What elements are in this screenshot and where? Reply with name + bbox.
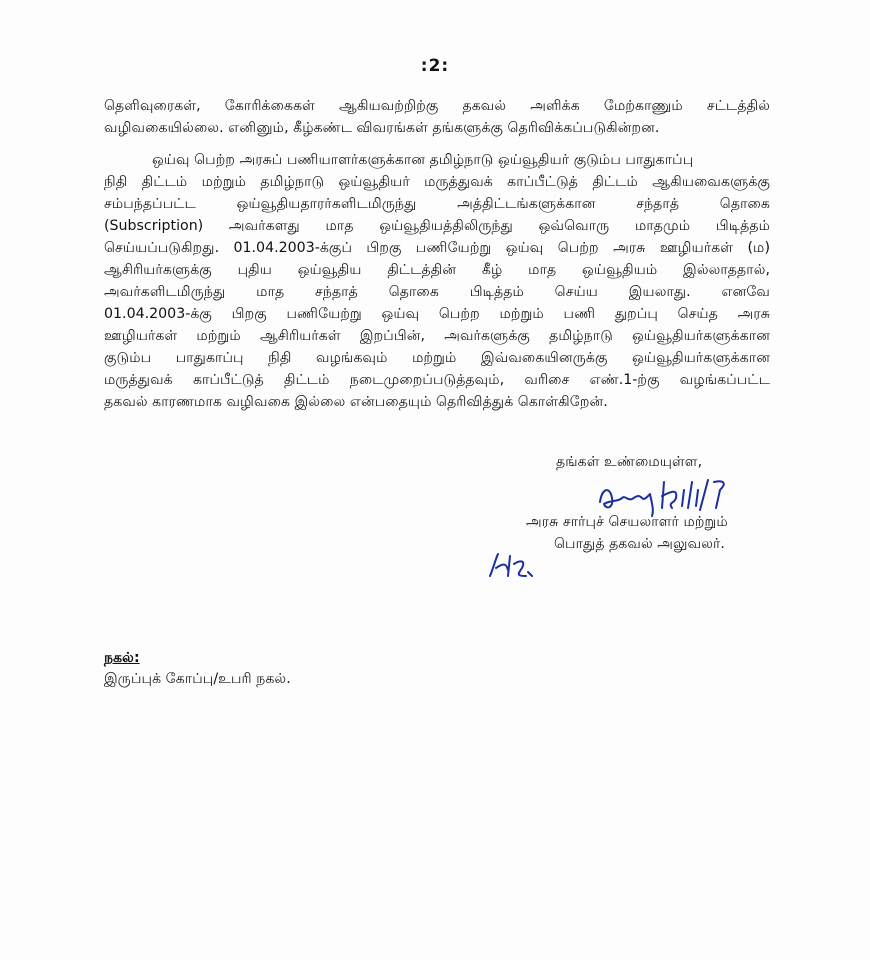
paragraph2-line-5: செய்யப்படுகிறது. 01.04.2003-க்குப் பிறகு பணியேற்று ஒய்வு பெற்ற அரசு ஊழியர்கள் (ம) bbox=[104, 240, 770, 256]
salutation: தங்கள் உண்மையுள்ள, bbox=[556, 454, 703, 470]
paragraph1-line-1: தெளிவுரைகள், கோரிக்கைகள் ஆகியவற்றிற்கு தகவல் அளிக்க மேற்காணும் சட்டத்தில் bbox=[104, 98, 770, 114]
initials-icon bbox=[486, 546, 534, 582]
page-number: :2: bbox=[420, 56, 450, 76]
paragraph2-line-8: 01.04.2003-க்கு பிறகு பணியேற்று ஒய்வு பெற்ற மற்றும் பணி துறப்பு செய்த அரசு bbox=[104, 306, 770, 322]
designation-line-2: பொதுத் தகவல் அலுவலர். bbox=[554, 536, 725, 552]
paragraph2-line-3: சம்பந்தப்பட்ட ஒய்வூதியதாரர்களிடமிருந்து அத்திட்டங்களுக்கான சந்தாத் தொகை bbox=[104, 196, 770, 212]
copy-heading: நகல்: bbox=[104, 650, 140, 666]
paragraph2-line-7: அவர்களிடமிருந்து மாத சந்தாத் தொகை பிடித்தம் செய்ய இயலாது. எனவே bbox=[104, 284, 770, 300]
paragraph2-line-4: (Subscription) அவர்களது மாத ஒய்வூதியத்திலிருந்து ஒவ்வொரு மாதமும் பிடித்தம் bbox=[104, 218, 770, 234]
paragraph2-line-11: மருத்துவக் காப்பீட்டுத் திட்டம் நடைமுறைப்படுத்தவும், வரிசை எண்.1-ற்கு வழங்கப்பட்ட bbox=[104, 372, 770, 388]
paragraph2-line-6: ஆசிரியர்களுக்கு புதிய ஒய்வூதிய திட்டத்தின் கீழ் மாத ஒய்வூதியம் இல்லாததால், bbox=[104, 262, 770, 278]
designation-line-1: அரசு சார்புச் செயலாளர் மற்றும் bbox=[526, 514, 728, 530]
copy-text: இருப்புக் கோப்பு/உபரி நகல். bbox=[104, 671, 291, 687]
paragraph1-line-2: வழிவகையில்லை. எனினும், கீழ்கண்ட விவரங்கள் தங்களுக்கு தெரிவிக்கப்படுகின்றன. bbox=[104, 120, 660, 136]
paragraph2-line-2: நிதி திட்டம் மற்றும் தமிழ்நாடு ஒய்வூதியர் மருத்துவக் காப்பீட்டுத் திட்டம் ஆகியவைகளுக்கு bbox=[104, 174, 770, 190]
paragraph2-line-10: குடும்ப பாதுகாப்பு நிதி வழங்கவும் மற்றும் இவ்வகையினருக்கு ஒய்வூதியர்களுக்கான bbox=[104, 350, 770, 366]
paragraph2-line-9: ஊழியர்கள் மற்றும் ஆசிரியர்கள் இறப்பின், அவர்களுக்கு தமிழ்நாடு ஒய்வூதியர்களுக்கான bbox=[104, 328, 770, 344]
paragraph2-line-12: தகவல் காரணமாக வழிவகை இல்லை என்பதையும் தெரிவித்துக் கொள்கிறேன். bbox=[104, 394, 608, 410]
paragraph2-line-1: ஒய்வு பெற்ற அரசுப் பணியாளர்களுக்கான தமிழ்நாடு ஒய்வூதியர் குடும்ப பாதுகாப்பு bbox=[152, 152, 694, 168]
